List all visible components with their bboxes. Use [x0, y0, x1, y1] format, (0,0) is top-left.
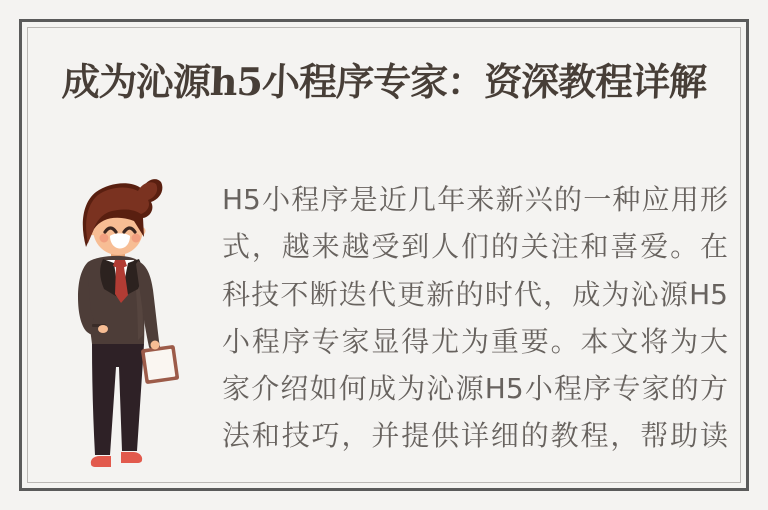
article-text: [222, 176, 728, 460]
right-hand: [151, 341, 160, 350]
right-shoe: [121, 452, 142, 463]
article-line: H5小程序是近几年来新兴的一种应用形: [222, 183, 728, 216]
clipboard-paper: [145, 349, 176, 380]
article-line: 小程序专家显得尤为重要。本文将为大: [222, 324, 728, 358]
page-title: 成为沁源h5小程序专家：资深教程详解: [61, 59, 707, 104]
article-line: 法和技巧，并提供详细的教程，帮助读: [222, 419, 728, 453]
businessman-illustration: [48, 145, 208, 475]
left-hand: [98, 325, 108, 333]
article-line: 家介绍如何成为沁源H5小程序专家的方: [222, 372, 728, 406]
clipboard: [141, 345, 180, 384]
right-cheek: [132, 234, 141, 243]
left-cheek: [100, 234, 109, 243]
left-shoe: [91, 456, 111, 467]
article-line: 科技不断迭代更新的时代，成为沁源H5: [222, 277, 728, 311]
businessman-svg: [48, 145, 208, 475]
article-line: 式，越来越受到人们的关注和喜爱。在: [222, 230, 728, 264]
pants-legs: [92, 344, 144, 455]
